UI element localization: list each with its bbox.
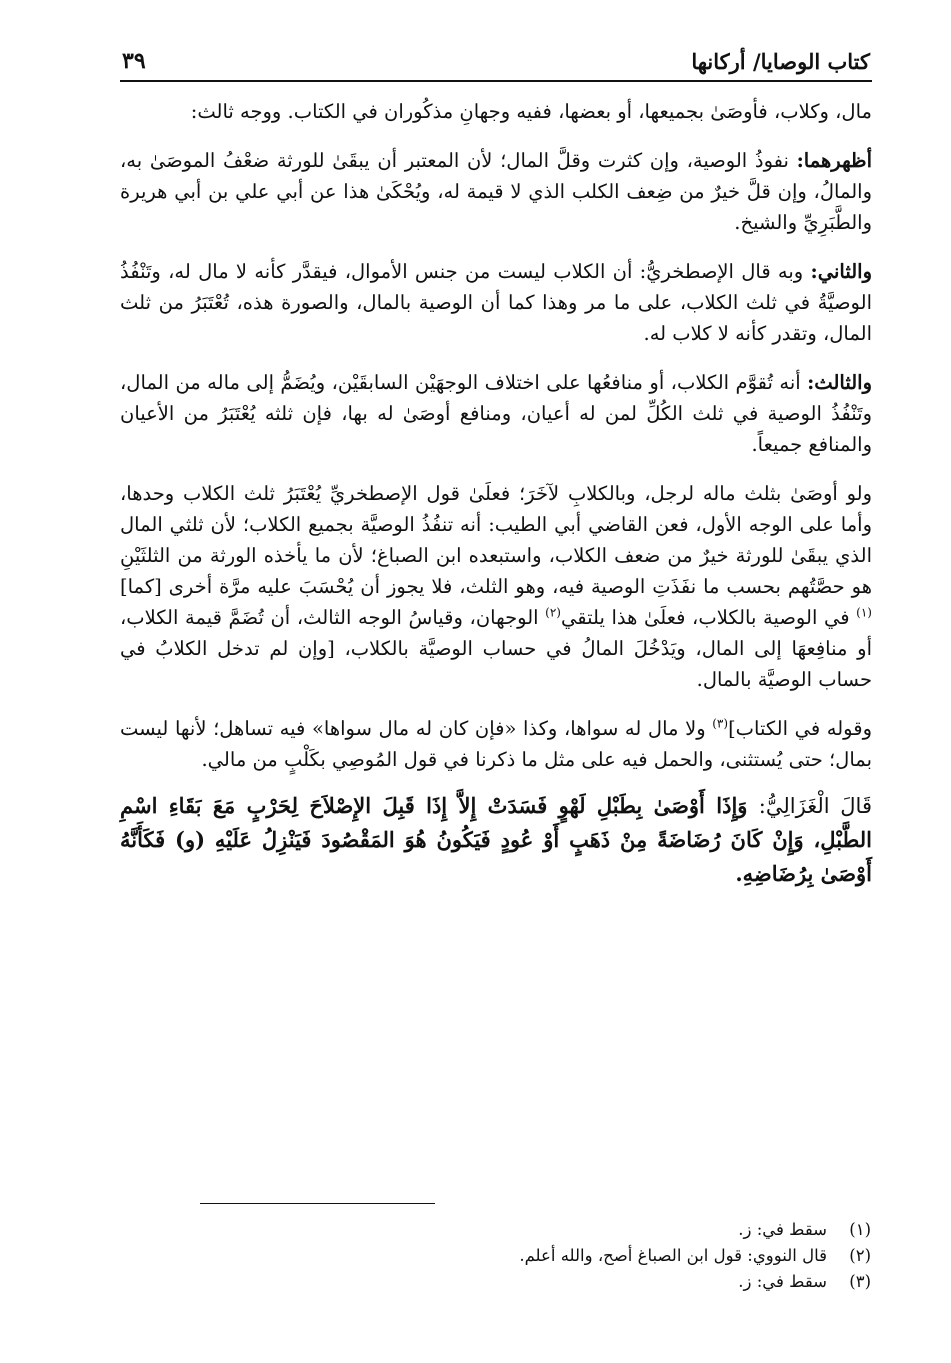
paragraph-text: أنه تُقوَّم الكلاب، أو منافعُها على اختلاف الوجهَيْن السابقَيْن، ويُضَمُّ إلى ماله من المال، وتَنْفُذُ الوصية في ثلث الكُلِّ لمن له أعيان، ومنافع أوصَىٰ له بها، فإن ثلثه يُعْتَبَرُ من الأعيان والمنافع جميعاً. <box>120 371 872 456</box>
paragraph-text: نفوذُ الوصية، وإن كثرت وقلَّ المال؛ لأن المعتبر أن يبقَىٰ للورثة ضعْفُ الموصَىٰ به، والمالُ، وإن قلَّ خيرٌ من ضِعف الكلب الذي لا قيمة له، ويُحْكَىٰ هذا عن أبي علي بن أبي هريرة والطَّبَرِيِّ والشيخ. <box>120 149 872 234</box>
matn-text: وَإِذَا أَوْصَىٰ بِطَبْلِ لَهْوٍ فَسَدَتْ إِلاَّ إِذَا قَبِلَ الإِصْلاَحَ لِحَرْبٍ مَعَ بَقَاءِ اسْمِ الطَّبْلِ، وَإِنْ كَانَ رُضَاضَةً مِنْ ذَهَبٍ أَوْ عُودٍ فَيَكُونُ هُوَ المَقْصُودَ فَيَنْزِلُ عَلَيْهِ (و) فَكَأَنَّهُ أَوْصَىٰ بِرُضَاضِهِ. <box>120 793 872 886</box>
running-title: كتاب الوصايا/ أركانها <box>691 49 870 74</box>
page-header <box>120 48 872 82</box>
footnote-ref: (٢) <box>545 605 561 620</box>
lead-word: والثاني: <box>810 260 872 283</box>
book-page <box>120 48 872 891</box>
page-number: ٣٩ <box>122 48 146 74</box>
footnote-number: (١) <box>849 1220 871 1239</box>
footnote-text: سقط في: ز. <box>738 1220 827 1239</box>
footnote-text: سقط في: ز. <box>738 1272 827 1291</box>
matn-author: قَالَ الْغَزَالِيُّ: <box>758 794 872 818</box>
paragraph-text: وبه قال الإصطخريُّ: أن الكلاب ليست من جنس الأموال، فيقدَّر كأنه لا مال له، وتَنْفُذُ الوصيَّةُ في ثلث الكلاب، على ما مر وهذا كما أن الوصية بالمال، والصورة هذه، تُعْتَبَرُ من ثلث المال، وتقدر كأنه لا كلاب له. <box>120 260 872 345</box>
lead-word: أظهرهما: <box>796 149 872 172</box>
paragraph-book-statement <box>120 713 872 775</box>
paragraph-second-view <box>120 256 872 349</box>
matn-quote <box>120 789 872 891</box>
paragraph-text: ولو أوصَىٰ بثلث ماله لرجل، وبالكلابِ لآخَرَ؛ فعلَىٰ قول الإصطخريِّ يُعْتَبَرُ ثلث الكلاب وحدها، وأما على الوجه الأول، فعن القاضي أبي الطيب: أنه تنفُذُ الوصيَّة بجميع الكلاب؛ لأن ثلثي المال الذي يبقَىٰ للورثة خيرٌ من ضعف الكلاب، واستبعده ابن الصباغ؛ لأن ما يأخذه الورثة من الثلثَيْنِ هو حصَّتُهم بحسب ما نفَذَتِ الوصية فيه، وهو الثلث، فلا يجوز أن يُحْسَبَ عليه مرَّة أخرى [كما] <box>120 482 872 598</box>
footnote-ref: (١) <box>856 605 872 620</box>
paragraph-bequest-case <box>120 478 872 695</box>
paragraph-text: الوجهان، وقياسُ الوجه الثالث، أن تُضَمَّ قيمة الكلاب، أو منافِعهَا إلى المال، ويَدْخُلَ المالُ في حساب الوصيَّة بالكلاب، [وإن لم تدخل الكلابُ في حساب الوصيَّة بالمال. <box>120 606 872 691</box>
footnote-ref: (٣) <box>712 716 729 731</box>
footnote-item <box>271 1243 871 1269</box>
footnote-item <box>271 1269 871 1295</box>
paragraph-text: في الوصية بالكلاب، فعلَىٰ هذا يلتقي <box>560 606 857 629</box>
footnote-number: (٢) <box>849 1246 871 1265</box>
paragraph-text: ولا مال له سواها، وكذا «فإن كان له مال سواها» فيه تساهل؛ لأنها ليست بمال؛ حتى يُستثنى، والحمل فيه على مثل ما ذكرنا في قول المُوصِي بكَلْبٍ من مالي. <box>120 717 872 771</box>
lead-word: والثالث: <box>807 371 872 394</box>
paragraph-first-view <box>120 145 872 238</box>
footnotes <box>271 1217 871 1295</box>
footnote-item <box>271 1217 871 1243</box>
paragraph-third-view <box>120 367 872 460</box>
paragraph-intro: مال، وكلاب، فأوصَىٰ بجميعها، أو بعضها، ففيه وجهانِ مذكُوران في الكتاب. ووجه ثالث: <box>190 100 872 123</box>
footnote-text: قال النووي: قول ابن الصباغ أصح، والله أعلم. <box>519 1246 827 1265</box>
paragraph-text: وقوله في الكتاب] <box>728 717 872 740</box>
footnote-divider <box>200 1203 435 1204</box>
footnote-number: (٣) <box>849 1272 871 1291</box>
